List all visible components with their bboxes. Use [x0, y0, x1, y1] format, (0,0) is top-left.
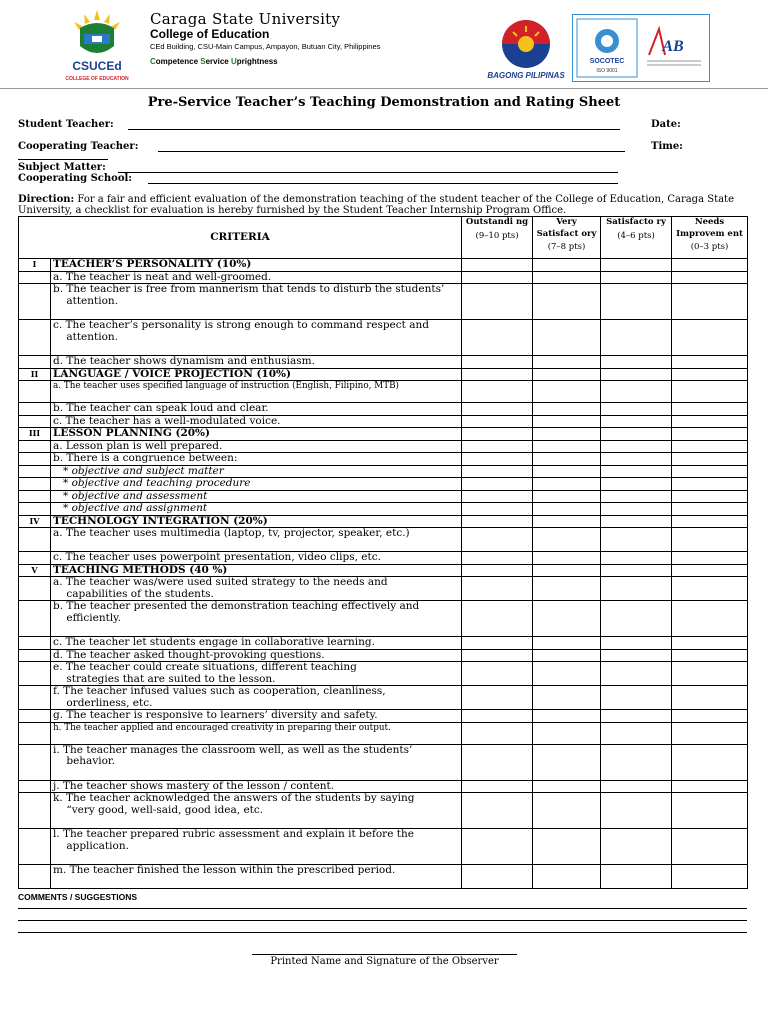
criterion-row [19, 686, 748, 710]
section-number [19, 780, 51, 793]
rating-cell-satisfactory[interactable] [601, 490, 672, 503]
criterion-row [19, 793, 748, 829]
rating-cell-needs-improvement[interactable] [672, 428, 748, 441]
rating-cell-satisfactory[interactable] [601, 381, 672, 403]
rating-cell-outstanding[interactable] [462, 356, 533, 369]
rating-cell-outstanding[interactable] [462, 686, 533, 710]
rating-cell-very-satisfactory[interactable] [533, 320, 601, 356]
rating-cell-satisfactory[interactable] [601, 271, 672, 284]
rating-cell-outstanding[interactable] [462, 465, 533, 478]
rating-cell-needs-improvement[interactable] [672, 528, 748, 552]
rating-cell-satisfactory[interactable] [601, 503, 672, 516]
criterion-row [19, 415, 748, 428]
criterion-row [19, 356, 748, 369]
rating-cell-outstanding[interactable] [462, 453, 533, 466]
rating-cell-very-satisfactory[interactable] [533, 381, 601, 403]
criterion-row [19, 490, 748, 503]
rating-cell-satisfactory[interactable] [601, 528, 672, 552]
criterion-row [19, 465, 748, 478]
rating-cell-satisfactory[interactable] [601, 577, 672, 601]
rating-cell-outstanding[interactable] [462, 440, 533, 453]
criterion-row [19, 528, 748, 552]
rating-cell-needs-improvement[interactable] [672, 515, 748, 528]
rating-cell-outstanding[interactable] [462, 503, 533, 516]
rating-cell-outstanding[interactable] [462, 403, 533, 416]
criterion-text: i. The teacher manages the classroom well, as well as the students’ behavior. [51, 744, 462, 780]
signature-line[interactable] [252, 954, 517, 955]
socotec-text: SOCOTEC [589, 58, 625, 65]
rating-cell-needs-improvement[interactable] [672, 710, 748, 723]
rating-cell-satisfactory[interactable] [601, 320, 672, 356]
address: CEd Building, CSU-Main Campus, Ampayon, Butuan City, Philippines [150, 42, 381, 51]
section-row [19, 368, 748, 381]
section-number [19, 453, 51, 466]
rating-cell-needs-improvement[interactable] [672, 320, 748, 356]
criterion-row [19, 649, 748, 662]
rating-cell-satisfactory[interactable] [601, 403, 672, 416]
rating-cell-very-satisfactory[interactable] [533, 793, 601, 829]
criterion-text: a. The teacher was/were used suited strategy to the needs and capabilities of the students. [51, 577, 462, 601]
rating-cell-very-satisfactory[interactable] [533, 564, 601, 577]
section-title: TEACHER’S PERSONALITY (10%) [51, 259, 462, 272]
criterion-text: b. The teacher presented the demonstration teaching effectively and efficiently. [51, 601, 462, 637]
signature-label: Printed Name and Signature of the Observer [270, 956, 499, 967]
rating-cell-outstanding[interactable] [462, 829, 533, 865]
cooperating-school-label: Cooperating School: [18, 173, 132, 184]
section-number [19, 478, 51, 491]
rating-cell-satisfactory[interactable] [601, 552, 672, 565]
criterion-row [19, 744, 748, 780]
rating-cell-needs-improvement[interactable] [672, 259, 748, 272]
criterion-text: d. The teacher shows dynamism and enthusiasm. [51, 356, 462, 369]
rating-cell-needs-improvement[interactable] [672, 478, 748, 491]
section-title: TECHNOLOGY INTEGRATION (20%) [51, 515, 462, 528]
section-number [19, 284, 51, 320]
rating-cell-very-satisfactory[interactable] [533, 356, 601, 369]
form-title: Pre-Service Teacher’s Teaching Demonstration and Rating Sheet [147, 95, 621, 110]
criterion-row [19, 381, 748, 403]
section-number [19, 649, 51, 662]
criterion-row [19, 865, 748, 889]
rating-cell-needs-improvement[interactable] [672, 490, 748, 503]
rating-cell-satisfactory[interactable] [601, 356, 672, 369]
rating-cell-satisfactory[interactable] [601, 478, 672, 491]
section-number [19, 271, 51, 284]
rating-cell-needs-improvement[interactable] [672, 415, 748, 428]
section-number [19, 490, 51, 503]
rating-cell-outstanding[interactable] [462, 577, 533, 601]
rating-cell-needs-improvement[interactable] [672, 271, 748, 284]
rating-cell-outstanding[interactable] [462, 780, 533, 793]
criterion-text: c. The teacher uses powerpoint presentation, video clips, etc. [51, 552, 462, 565]
rating-cell-very-satisfactory[interactable] [533, 552, 601, 565]
criterion-text: g. The teacher is responsive to learners’ diversity and safety. [51, 710, 462, 723]
rating-cell-outstanding[interactable] [462, 649, 533, 662]
rating-cell-needs-improvement[interactable] [672, 780, 748, 793]
criterion-text: * objective and assignment [51, 503, 462, 516]
student-teacher-field[interactable] [128, 129, 620, 130]
section-number: II [19, 368, 51, 381]
section-number [19, 415, 51, 428]
rating-cell-outstanding[interactable] [462, 259, 533, 272]
rating-cell-satisfactory[interactable] [601, 428, 672, 441]
rating-cell-outstanding[interactable] [462, 368, 533, 381]
rating-cell-outstanding[interactable] [462, 722, 533, 744]
rating-cell-needs-improvement[interactable] [672, 503, 748, 516]
section-number [19, 662, 51, 686]
rating-cell-outstanding[interactable] [462, 793, 533, 829]
rating-cell-needs-improvement[interactable] [672, 722, 748, 744]
rating-header-very-satisfactory: Very Satisfact ory (7–8 pts) [533, 217, 601, 259]
rating-cell-satisfactory[interactable] [601, 662, 672, 686]
university-name: Caraga State University [150, 10, 341, 28]
rating-cell-very-satisfactory[interactable] [533, 403, 601, 416]
rating-cell-outstanding[interactable] [462, 744, 533, 780]
rating-cell-needs-improvement[interactable] [672, 829, 748, 865]
rating-cell-very-satisfactory[interactable] [533, 284, 601, 320]
criterion-row [19, 662, 748, 686]
section-number [19, 381, 51, 403]
date-label: Date: [651, 119, 681, 130]
criterion-row [19, 503, 748, 516]
rating-cell-satisfactory[interactable] [601, 637, 672, 650]
criterion-text: f. The teacher infused values such as cooperation, cleanliness, orderliness, etc. [51, 686, 462, 710]
rating-cell-outstanding[interactable] [462, 662, 533, 686]
criterion-text: l. The teacher prepared rubric assessment and explain it before the application. [51, 829, 462, 865]
rating-cell-outstanding[interactable] [462, 710, 533, 723]
section-number [19, 528, 51, 552]
rating-cell-needs-improvement[interactable] [672, 552, 748, 565]
criterion-row [19, 601, 748, 637]
section-number [19, 601, 51, 637]
rating-cell-outstanding[interactable] [462, 415, 533, 428]
rating-cell-very-satisfactory[interactable] [533, 503, 601, 516]
logo-subtext: COLLEGE OF EDUCATION [65, 76, 129, 82]
section-row [19, 515, 748, 528]
criterion-text: h. The teacher applied and encouraged creativity in preparing their output. [51, 722, 462, 744]
criterion-text: e. The teacher could create situations, different teaching strategies that are suited to the lesson. [51, 662, 462, 686]
rating-cell-satisfactory[interactable] [601, 865, 672, 889]
certification-logos [572, 14, 710, 82]
section-number [19, 865, 51, 889]
comments-line[interactable] [18, 908, 747, 909]
rating-cell-outstanding[interactable] [462, 865, 533, 889]
header-divider [0, 88, 768, 89]
rating-cell-very-satisfactory[interactable] [533, 490, 601, 503]
criterion-row [19, 710, 748, 723]
iso-text: ISO 9001 [596, 68, 618, 74]
section-number: I [19, 259, 51, 272]
criterion-row [19, 440, 748, 453]
bagong-pilipinas-logo [485, 16, 567, 82]
section-row [19, 259, 748, 272]
criterion-text: d. The teacher asked thought-provoking questions. [51, 649, 462, 662]
section-number [19, 829, 51, 865]
rating-cell-needs-improvement[interactable] [672, 403, 748, 416]
rating-header-needs-improvement: Needs Improvem ent (0–3 pts) [672, 217, 748, 259]
criterion-row [19, 403, 748, 416]
rating-cell-satisfactory[interactable] [601, 649, 672, 662]
criterion-text: a. The teacher uses multimedia (laptop, tv, projector, speaker, etc.) [51, 528, 462, 552]
criterion-row [19, 552, 748, 565]
ab-text: AB [662, 38, 684, 55]
criterion-text: j. The teacher shows mastery of the lesson / content. [51, 780, 462, 793]
criterion-text: c. The teacher let students engage in collaborative learning. [51, 637, 462, 650]
section-number: V [19, 564, 51, 577]
rating-cell-satisfactory[interactable] [601, 780, 672, 793]
rating-cell-very-satisfactory[interactable] [533, 744, 601, 780]
criterion-row [19, 780, 748, 793]
rating-cell-very-satisfactory[interactable] [533, 478, 601, 491]
section-number [19, 744, 51, 780]
rating-cell-needs-improvement[interactable] [672, 465, 748, 478]
rating-cell-very-satisfactory[interactable] [533, 577, 601, 601]
rating-cell-needs-improvement[interactable] [672, 381, 748, 403]
time-label: Time: [651, 141, 683, 152]
criterion-text: * objective and teaching procedure [51, 478, 462, 491]
rating-cell-satisfactory[interactable] [601, 793, 672, 829]
section-row [19, 564, 748, 577]
rating-cell-very-satisfactory[interactable] [533, 415, 601, 428]
cooperating-teacher-field[interactable] [158, 151, 625, 152]
direction-text: Direction: For a fair and efficient evaluation of the demonstration teaching of the student teacher of the College of Education, Caraga State University, a checklist for evaluation is hereby furnished by the Student Teacher Internship Program Office. [18, 194, 734, 216]
section-title: LANGUAGE / VOICE PROJECTION (10%) [51, 368, 462, 381]
section-title: LESSON PLANNING (20%) [51, 428, 462, 441]
criterion-text: c. The teacher has a well-modulated voice. [51, 415, 462, 428]
rating-cell-needs-improvement[interactable] [672, 637, 748, 650]
subject-matter-field[interactable] [118, 172, 618, 173]
section-number [19, 552, 51, 565]
criterion-text: * objective and subject matter [51, 465, 462, 478]
rating-cell-satisfactory[interactable] [601, 440, 672, 453]
rating-cell-outstanding[interactable] [462, 564, 533, 577]
rating-cell-very-satisfactory[interactable] [533, 686, 601, 710]
rating-cell-outstanding[interactable] [462, 320, 533, 356]
section-number [19, 440, 51, 453]
student-teacher-label: Student Teacher: [18, 119, 114, 130]
rating-cell-satisfactory[interactable] [601, 368, 672, 381]
section-title: TEACHING METHODS (40 %) [51, 564, 462, 577]
rating-cell-outstanding[interactable] [462, 284, 533, 320]
rating-cell-outstanding[interactable] [462, 271, 533, 284]
criteria-header: CRITERIA [19, 217, 462, 259]
criterion-row [19, 829, 748, 865]
section-number [19, 793, 51, 829]
subject-matter-label: Subject Matter: [18, 162, 106, 173]
rating-cell-needs-improvement[interactable] [672, 368, 748, 381]
rating-cell-very-satisfactory[interactable] [533, 368, 601, 381]
section-number [19, 710, 51, 723]
rating-cell-outstanding[interactable] [462, 601, 533, 637]
section-number [19, 320, 51, 356]
rating-cell-outstanding[interactable] [462, 528, 533, 552]
criterion-text: * objective and assessment [51, 490, 462, 503]
rating-cell-needs-improvement[interactable] [672, 601, 748, 637]
section-number [19, 465, 51, 478]
rating-cell-very-satisfactory[interactable] [533, 601, 601, 637]
criterion-text: m. The teacher finished the lesson within the prescribed period. [51, 865, 462, 889]
rating-cell-satisfactory[interactable] [601, 453, 672, 466]
motto: Competence Service Uprightness [150, 57, 278, 66]
criterion-row [19, 284, 748, 320]
criterion-row [19, 320, 748, 356]
rating-cell-needs-improvement[interactable] [672, 686, 748, 710]
rating-cell-very-satisfactory[interactable] [533, 780, 601, 793]
rating-cell-needs-improvement[interactable] [672, 793, 748, 829]
rating-cell-very-satisfactory[interactable] [533, 271, 601, 284]
logo-text: CSUCEd [72, 59, 122, 73]
rating-cell-outstanding[interactable] [462, 515, 533, 528]
rating-cell-needs-improvement[interactable] [672, 865, 748, 889]
rating-cell-satisfactory[interactable] [601, 744, 672, 780]
rating-cell-satisfactory[interactable] [601, 465, 672, 478]
criterion-text: a. Lesson plan is well prepared. [51, 440, 462, 453]
rating-cell-very-satisfactory[interactable] [533, 722, 601, 744]
section-number: III [19, 428, 51, 441]
rating-cell-very-satisfactory[interactable] [533, 453, 601, 466]
section-number [19, 577, 51, 601]
rating-cell-satisfactory[interactable] [601, 710, 672, 723]
rating-cell-satisfactory[interactable] [601, 601, 672, 637]
rating-cell-very-satisfactory[interactable] [533, 528, 601, 552]
letterhead [0, 0, 768, 90]
criterion-text: b. There is a congruence between: [51, 453, 462, 466]
cooperating-teacher-field-overflow [18, 159, 108, 160]
section-number [19, 637, 51, 650]
rating-cell-very-satisfactory[interactable] [533, 710, 601, 723]
criterion-text: c. The teacher’s personality is strong enough to command respect and attention. [51, 320, 462, 356]
criterion-row [19, 453, 748, 466]
rating-cell-needs-improvement[interactable] [672, 284, 748, 320]
rating-cell-satisfactory[interactable] [601, 564, 672, 577]
rating-cell-needs-improvement[interactable] [672, 577, 748, 601]
rating-cell-outstanding[interactable] [462, 490, 533, 503]
college-name: College of Education [150, 27, 270, 41]
section-number [19, 403, 51, 416]
section-number [19, 722, 51, 744]
rating-cell-satisfactory[interactable] [601, 686, 672, 710]
rating-cell-outstanding[interactable] [462, 552, 533, 565]
section-row [19, 428, 748, 441]
cooperating-teacher-label: Cooperating Teacher: [18, 141, 139, 152]
criterion-row [19, 637, 748, 650]
rating-cell-outstanding[interactable] [462, 428, 533, 441]
rating-cell-satisfactory[interactable] [601, 515, 672, 528]
rating-cell-needs-improvement[interactable] [672, 662, 748, 686]
section-number [19, 503, 51, 516]
rating-cell-very-satisfactory[interactable] [533, 829, 601, 865]
rating-cell-very-satisfactory[interactable] [533, 865, 601, 889]
rating-cell-needs-improvement[interactable] [672, 440, 748, 453]
criterion-row [19, 722, 748, 744]
rating-cell-outstanding[interactable] [462, 637, 533, 650]
rating-cell-very-satisfactory[interactable] [533, 662, 601, 686]
section-number [19, 356, 51, 369]
section-number [19, 686, 51, 710]
comments-line[interactable] [18, 920, 747, 921]
comments-label: COMMENTS / SUGGESTIONS [18, 892, 138, 902]
criterion-row [19, 577, 748, 601]
rating-header-outstanding: Outstandi ng (9–10 pts) [462, 217, 533, 259]
criterion-text: k. The teacher acknowledged the answers of the students by saying “very good, well-said, good idea, etc. [51, 793, 462, 829]
bagong-pilipinas-text: BAGONG PILIPINAS [487, 71, 565, 80]
criterion-text: a. The teacher is neat and well-groomed. [51, 271, 462, 284]
rating-cell-satisfactory[interactable] [601, 722, 672, 744]
rating-cell-outstanding[interactable] [462, 381, 533, 403]
rating-cell-satisfactory[interactable] [601, 415, 672, 428]
rating-cell-very-satisfactory[interactable] [533, 649, 601, 662]
rating-cell-very-satisfactory[interactable] [533, 440, 601, 453]
cooperating-school-field[interactable] [148, 183, 618, 184]
rating-cell-very-satisfactory[interactable] [533, 259, 601, 272]
rating-cell-very-satisfactory[interactable] [533, 515, 601, 528]
rating-cell-outstanding[interactable] [462, 478, 533, 491]
comments-line[interactable] [18, 932, 747, 933]
rating-cell-very-satisfactory[interactable] [533, 637, 601, 650]
criterion-text: b. The teacher is free from mannerism that tends to disturb the students’ attention. [51, 284, 462, 320]
section-number: IV [19, 515, 51, 528]
rating-cell-satisfactory[interactable] [601, 284, 672, 320]
rating-cell-needs-improvement[interactable] [672, 453, 748, 466]
rating-cell-needs-improvement[interactable] [672, 356, 748, 369]
rating-cell-very-satisfactory[interactable] [533, 465, 601, 478]
rating-header-satisfactory: Satisfacto ry (4–6 pts) [601, 217, 672, 259]
criterion-row [19, 271, 748, 284]
rating-cell-satisfactory[interactable] [601, 829, 672, 865]
rating-table [18, 216, 748, 889]
rating-cell-needs-improvement[interactable] [672, 649, 748, 662]
criterion-row [19, 478, 748, 491]
rating-cell-very-satisfactory[interactable] [533, 428, 601, 441]
rating-cell-needs-improvement[interactable] [672, 744, 748, 780]
criterion-text: b. The teacher can speak loud and clear. [51, 403, 462, 416]
csu-ced-logo [62, 6, 132, 86]
criterion-text: a. The teacher uses specified language of instruction (English, Filipino, MTB) [51, 381, 462, 403]
rating-cell-needs-improvement[interactable] [672, 564, 748, 577]
rating-cell-satisfactory[interactable] [601, 259, 672, 272]
